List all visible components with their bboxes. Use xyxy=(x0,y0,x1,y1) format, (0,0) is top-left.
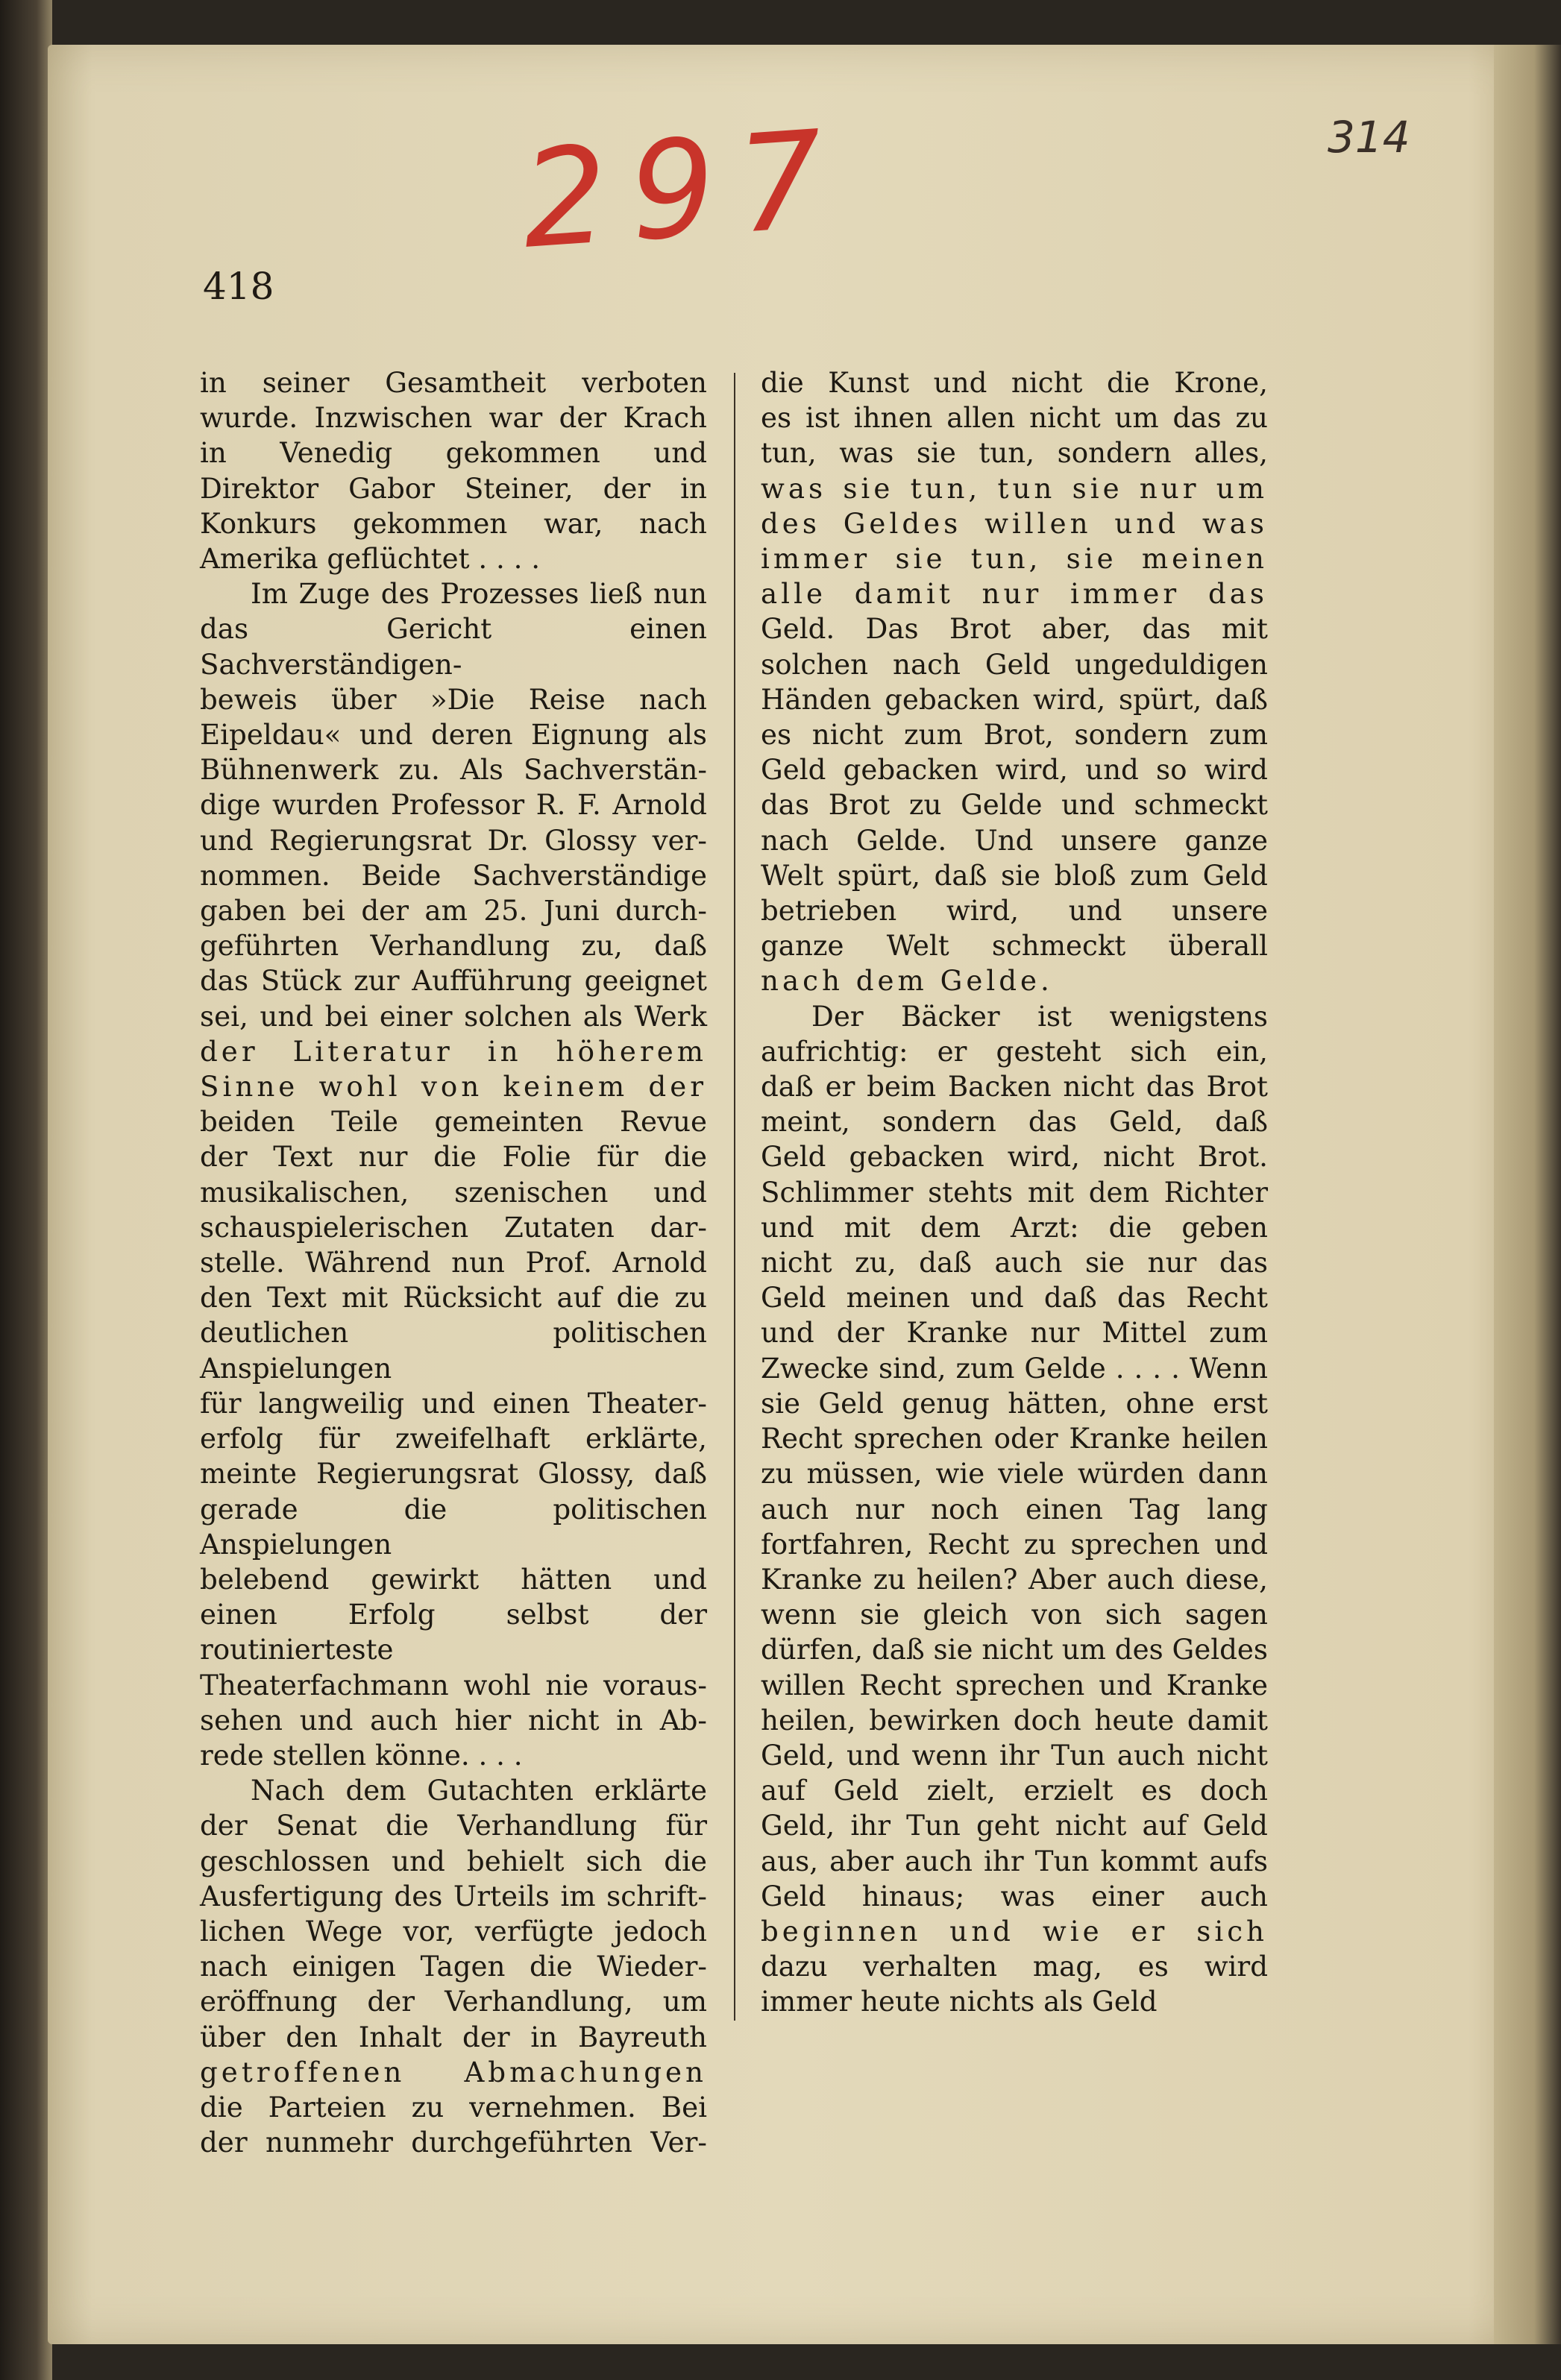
text-line: Geld gebacken wird, und so wird xyxy=(761,753,1268,787)
text-line: es nicht zum Brot, sondern zum xyxy=(761,718,1268,752)
text-line: musikalischen, szenischen und xyxy=(200,1175,707,1209)
text-line: gerade die politischen Anspielungen xyxy=(200,1492,707,1561)
text-line: und mit dem Arzt: die geben xyxy=(761,1210,1268,1244)
text-line: Der Bäcker ist wenigstens xyxy=(811,999,1268,1033)
text-line: Direktor Gabor Steiner, der in xyxy=(200,471,707,505)
text-line: beweis über »Die Reise nach xyxy=(200,682,707,716)
text-line: daß er beim Backen nicht das Brot xyxy=(761,1070,1268,1104)
text-line: in seiner Gesamtheit verboten xyxy=(200,366,707,399)
text-line: es ist ihnen allen nicht um das zu xyxy=(761,401,1268,435)
text-line: das Brot zu Gelde und schmeckt xyxy=(761,788,1268,822)
text-line: aufrichtig: er gesteht sich ein, xyxy=(761,1034,1268,1068)
text-line: in Venedig gekommen und xyxy=(200,436,707,470)
text-line: einen Erfolg selbst der routinierteste xyxy=(200,1598,707,1666)
text-line: erfolg für zweifelhaft erklärte, xyxy=(200,1422,707,1455)
text-line: der nunmehr durchgeführten Ver- xyxy=(200,2126,707,2159)
text-line: Schlimmer stehts mit dem Richter xyxy=(761,1175,1268,1209)
text-line: wenn sie gleich von sich sagen xyxy=(761,1598,1268,1631)
text-line: lichen Wege vor, verfügte jedoch xyxy=(200,1914,707,1948)
text-line: rede stellen könne. . . . xyxy=(200,1738,523,1772)
text-line: für langweilig und einen Theater- xyxy=(200,1386,707,1420)
text-line: Nach dem Gutachten erklärte xyxy=(251,1774,707,1807)
text-line: nommen. Beide Sachverständige xyxy=(200,858,707,892)
book-binding xyxy=(0,0,52,2380)
text-line: Recht sprechen oder Kranke heilen xyxy=(761,1422,1268,1455)
text-line: tun, was sie tun, sondern alles, xyxy=(761,436,1268,470)
text-line: aus, aber auch ihr Tun kommt aufs xyxy=(761,1844,1268,1877)
text-line: getroffenen Abmachungen xyxy=(200,2055,707,2088)
text-line: nach dem Gelde. xyxy=(761,964,1053,998)
text-line: der Senat die Verhandlung für xyxy=(200,1809,707,1842)
text-line: Geld, und wenn ihr Tun auch nicht xyxy=(761,1738,1268,1772)
text-line: eröffnung der Verhandlung, um xyxy=(200,1985,707,2018)
text-line: die Parteien zu vernehmen. Bei xyxy=(200,2090,707,2124)
text-line: Im Zuge des Prozesses ließ nun xyxy=(251,577,707,611)
text-line: und Regierungsrat Dr. Glossy ver- xyxy=(200,823,707,857)
text-line: meint, sondern das Geld, daß xyxy=(761,1105,1268,1139)
text-line: Ausfertigung des Urteils im schrift- xyxy=(200,1879,707,1912)
text-line: Eipeldau« und deren Eignung als xyxy=(200,718,707,752)
text-line: Geld hinaus; was einer auch xyxy=(761,1879,1268,1912)
text-line: und der Kranke nur Mittel zum xyxy=(761,1316,1268,1350)
text-line: Amerika geflüchtet . . . . xyxy=(200,542,541,576)
text-line: nach Gelde. Und unsere ganze xyxy=(761,823,1268,857)
text-line: der Text nur die Folie für die xyxy=(200,1140,707,1174)
text-line: solchen nach Geld ungeduldigen xyxy=(761,647,1268,681)
text-line: betrieben wird, und unsere xyxy=(761,894,1268,928)
text-line: Theaterfachmann wohl nie voraus- xyxy=(200,1668,707,1701)
text-line: der Literatur in höherem xyxy=(200,1034,707,1068)
text-line: fortfahren, Recht zu sprechen und xyxy=(761,1527,1268,1561)
text-line: das Gericht einen Sachverständigen- xyxy=(200,612,707,681)
text-line: Bühnenwerk zu. Als Sachverstän- xyxy=(200,753,707,787)
page-number: 418 xyxy=(203,265,274,308)
text-line: stelle. Während nun Prof. Arnold xyxy=(200,1246,707,1279)
corner-annotation: 314 xyxy=(1328,112,1410,163)
text-line: meinte Regierungsrat Glossy, daß xyxy=(200,1457,707,1490)
text-line: dürfen, daß sie nicht um des Geldes xyxy=(761,1633,1268,1666)
text-line: beiden Teile gemeinten Revue xyxy=(200,1105,707,1139)
left-column xyxy=(200,365,707,2160)
text-line: dazu verhalten mag, es wird xyxy=(761,1950,1268,1983)
text-line: sei, und bei einer solchen als Werk xyxy=(200,999,707,1033)
text-line: gaben bei der am 25. Juni durch- xyxy=(200,894,707,928)
text-line: Händen gebacken wird, spürt, daß xyxy=(761,682,1268,716)
text-line: dige wurden Professor R. F. Arnold xyxy=(200,788,707,822)
text-line: nach einigen Tagen die Wieder- xyxy=(200,1950,707,1983)
text-line: wurde. Inzwischen war der Krach xyxy=(200,401,707,435)
text-line: auf Geld zielt, erzielt es doch xyxy=(761,1774,1268,1807)
text-line: Welt spürt, daß sie bloß zum Geld xyxy=(761,858,1268,892)
text-line: was sie tun, tun sie nur um xyxy=(761,471,1268,505)
text-line: Konkurs gekommen war, nach xyxy=(200,506,707,540)
text-line: deutlichen politischen Anspielungen xyxy=(200,1316,707,1385)
text-line: schauspielerischen Zutaten dar- xyxy=(200,1210,707,1244)
text-line: des Geldes willen und was xyxy=(761,506,1268,540)
text-line: Zwecke sind, zum Gelde . . . . Wenn xyxy=(761,1351,1268,1385)
text-line: nicht zu, daß auch sie nur das xyxy=(761,1246,1268,1279)
text-line: Geld, ihr Tun geht nicht auf Geld xyxy=(761,1809,1268,1842)
text-line: auch nur noch einen Tag lang xyxy=(761,1492,1268,1526)
text-line: das Stück zur Aufführung geeignet xyxy=(200,964,707,998)
red-pencil-annotation: 297 xyxy=(517,101,851,279)
text-line: über den Inhalt der in Bayreuth xyxy=(200,2020,707,2053)
text-line: Geld gebacken wird, nicht Brot. xyxy=(761,1140,1268,1174)
text-line: alle damit nur immer das xyxy=(761,577,1268,611)
text-line: Geld. Das Brot aber, das mit xyxy=(761,612,1268,646)
text-line: heilen, bewirken doch heute damit xyxy=(761,1703,1268,1737)
text-line: belebend gewirkt hätten und xyxy=(200,1562,707,1596)
text-line: ganze Welt schmeckt überall xyxy=(761,929,1268,963)
text-line: die Kunst und nicht die Krone, xyxy=(761,366,1268,399)
text-line: immer heute nichts als Geld xyxy=(761,1985,1158,2018)
text-line: den Text mit Rücksicht auf die zu xyxy=(200,1281,707,1315)
text-line: Geld meinen und daß das Recht xyxy=(761,1281,1268,1315)
text-line: Kranke zu heilen? Aber auch diese, xyxy=(761,1562,1268,1596)
page-edge xyxy=(1494,45,1561,2344)
text-line: geschlossen und behielt sich die xyxy=(200,1844,707,1877)
text-line: sehen und auch hier nicht in Ab- xyxy=(200,1703,707,1737)
text-line: beginnen und wie er sich xyxy=(761,1914,1268,1948)
text-line: Sinne wohl von keinem der xyxy=(200,1070,707,1104)
text-line: sie Geld genug hätten, ohne erst xyxy=(761,1386,1268,1420)
text-line: immer sie tun, sie meinen xyxy=(761,542,1268,576)
text-line: willen Recht sprechen und Kranke xyxy=(761,1668,1268,1701)
right-column xyxy=(761,365,1268,2020)
text-line: zu müssen, wie viele würden dann xyxy=(761,1457,1268,1490)
text-line: geführten Verhandlung zu, daß xyxy=(200,929,707,963)
column-rule xyxy=(734,373,735,2021)
